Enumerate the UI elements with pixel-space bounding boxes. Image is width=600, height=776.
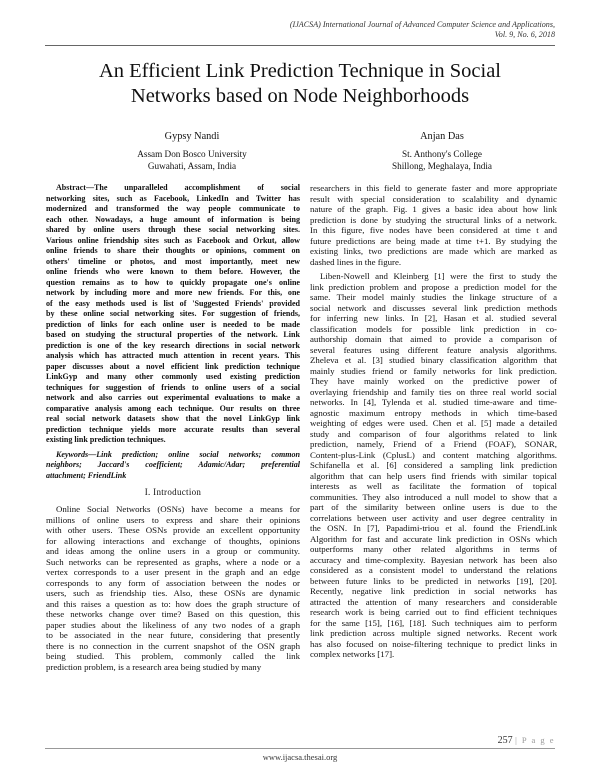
text-line: research work is being carried out to find efficient techniques: [310, 607, 557, 617]
text-line: LinkGyp and many other commonly used existing prediction: [46, 372, 300, 381]
text-line: researchers in this field to generate faster and more appropriate: [310, 183, 557, 193]
journal-volume: Vol. 9, No. 6, 2018: [494, 30, 555, 39]
text-line: networking sites, such as Facebook, LinkedIn and Twitter has: [46, 193, 300, 203]
text-line: prediction technique yields more accurate results than several: [46, 424, 300, 434]
text-line: complex networks [17].: [310, 649, 395, 659]
header-rule: [45, 45, 555, 46]
text-line: millions of online users to express and share their opinions: [46, 514, 300, 525]
text-line: networks. In [4], Tylenda et al. studied time-aware and time-: [310, 397, 557, 407]
text-line: techniques for suggestion of friends to online users of a social: [46, 382, 300, 392]
text-line: analysis which has attracted much attention in recent years. This: [46, 351, 300, 360]
author-location: Guwahati, Assam, India: [147, 160, 237, 171]
introduction-paragraph: [46, 504, 300, 672]
text-line: real social network datasets show that the novel LinkGyp link: [46, 414, 300, 423]
text-line: of the easy methods used is list of 'Suggested Friends' provided: [46, 298, 300, 308]
text-line: algorithm that can help users find friends with similar topical: [310, 470, 557, 481]
text-line: correlations between user activity and user degree centrality in: [310, 512, 557, 523]
text-line: interests as well as facilitate the formation of topical: [310, 481, 557, 491]
text-line: has also focused on noise-filtering technique to predict links in: [310, 638, 557, 649]
text-line: nature of the graph. Fig. 1 gives a basic idea about how link: [310, 204, 557, 214]
text-line: shared by online users through these social networking sites.: [46, 225, 300, 234]
text-line: study and comparison of four algorithms related to link: [310, 428, 557, 439]
text-line: to be associated in the near future, considering that presently: [46, 630, 300, 640]
text-line: modernized and transformed the way people communicate to: [46, 204, 300, 213]
text-line: attachment; FriendLink: [46, 470, 127, 480]
page-number: [498, 735, 555, 746]
text-line: Online Social Networks (OSNs) have become a means for: [56, 504, 300, 514]
right-column: [310, 183, 557, 660]
text-line: link prediction across multiple signed networks. Recent work: [310, 628, 557, 638]
page-number-value: 257: [497, 735, 513, 746]
paper-title: [40, 59, 560, 109]
author-block-2: [332, 131, 552, 172]
text-line: several features using different feature analysis algorithms.: [310, 344, 557, 355]
left-column: [46, 183, 300, 672]
text-line: there is no connection in the current snapshot of the OSN graph: [46, 640, 300, 651]
text-line: each other. Nowadays, a huge amount of information is being: [46, 214, 300, 224]
text-line: considered as a consistent model to understand the relations: [310, 565, 557, 575]
text-line: question remains as to how to quickly propagate one's online: [46, 277, 300, 287]
title-line-1: An Efficient Link Prediction Technique in Social: [98, 60, 502, 82]
text-line: neighbors; Jaccard's coefficient; Adamic/Adar; preferential: [46, 460, 300, 469]
author-name: Gypsy Nandi: [164, 131, 220, 142]
text-line: paper discusses about a novel efficient link prediction technique: [46, 361, 300, 371]
body-paragraph: [310, 183, 557, 267]
text-line: Such networks can be represented as graphs, where a node or a: [46, 556, 300, 567]
text-line: between future links to be predicted in networks [19], [20].: [310, 575, 557, 586]
text-line: corresponds to any form of association between the nodes or: [46, 577, 300, 588]
text-line: prediction, namely, Friend of a Friend (FOAF), SONAR,: [310, 439, 557, 449]
journal-name: (IJACSA) International Journal of Advanced Computer Science and Applications,: [289, 20, 555, 29]
section-heading: I. Introduction: [144, 487, 202, 497]
text-line: Abstract—The unparalleled accomplishment of social: [56, 183, 300, 192]
text-line: comparative analysis among each technique. Our results on three: [46, 403, 300, 413]
text-line: prediction is one of the key research directions in social network: [46, 340, 300, 350]
text-line: by these online social networking sites. For suggestion of friends,: [46, 309, 300, 318]
footer-rule: [45, 748, 555, 749]
text-line: for the same [15], [16], [18]. Such techniques aim to perform: [310, 617, 557, 628]
text-line: attracted the attention of many researchers and considerable: [310, 596, 557, 607]
text-line: based on studying the structural properties of the network. Link: [46, 330, 300, 339]
text-line: prediction problem, is a research area being studied by many: [46, 661, 262, 672]
text-line: classification models for possible link prediction in co-: [310, 323, 557, 334]
text-line: In this figure, five nodes have been considered at time t and: [310, 225, 557, 235]
text-line: users, such as friendship ties. Also, these OSNs are dynamic: [46, 588, 300, 598]
text-line: part of the similarity between online users is due to the: [310, 502, 557, 512]
text-line: mainly studies friend or family networks for link prediction.: [310, 365, 557, 376]
text-line: weighting of edges were used. Chen et al. [5] made a detailed: [310, 418, 557, 428]
text-line: and ideas among the online users in a group or community.: [46, 546, 300, 556]
text-line: for inferring new links. In [2], Hasan et al. studied several: [310, 313, 557, 323]
text-line: network by including more and more new friends. For this, one: [46, 288, 300, 297]
author-name: Anjan Das: [420, 131, 464, 142]
text-line: online friends who were known to them before. However, the: [46, 267, 300, 276]
text-line: overlaying friendship and family ties on three real world social: [310, 386, 557, 397]
text-line: communities. They also introduced a null model to show that a: [310, 491, 557, 502]
body-paragraph: [310, 271, 557, 660]
text-line: with other users. These OSNs provide an excellent opportunity: [46, 525, 300, 535]
text-line: prediction is done by studying the structural links of a network.: [310, 214, 557, 225]
keywords: [46, 450, 300, 482]
text-line: They have mainly worked on the predictive power of: [310, 376, 557, 386]
text-line: for allowing interactions and exchange of thoughts, opinions: [46, 535, 300, 546]
author-affiliation: St. Anthony's College: [401, 149, 482, 160]
text-line: authorship domain that aimed to provide a comparison of: [310, 334, 557, 344]
text-line: existing links, two predictions are made which are marked as: [310, 246, 557, 256]
text-line: Content-plus-Link (CplusL) and content matching algorithms.: [310, 449, 557, 460]
abstract: [46, 183, 300, 446]
author-affiliation: Assam Don Bosco University: [137, 149, 247, 160]
author-block-1: [82, 131, 302, 172]
title-line-2: Networks based on Node Neighborhoods: [130, 85, 470, 107]
text-line: online friends to share their thoughts or opinions, comment on: [46, 246, 300, 255]
text-line: prediction of links for each online user is needed to be made: [46, 319, 300, 329]
text-line: Schifanella et al. [6] considered a sampling link prediction: [310, 460, 557, 470]
text-line: Liben-Nowell and Kleinberg [1] were the first to study the: [320, 271, 557, 281]
text-line: accuracy and time-complexity. Bayesian network has been also: [310, 554, 557, 565]
text-line: Recently, negative link prediction in social networks has: [310, 586, 557, 596]
author-location: Shillong, Meghalaya, India: [391, 160, 493, 171]
text-line: dashed lines in the figure.: [310, 256, 402, 267]
text-line: existing link prediction techniques.: [46, 435, 166, 444]
text-line: outperforms many other related algorithms in terms of: [310, 544, 557, 554]
text-line: result with special consideration to scalability and dynamic: [310, 193, 557, 204]
text-line: and this raises a question as to: how does the graph structure of: [46, 598, 300, 609]
text-line: Various online friendship sites such as Facebook and Orkut, allow: [46, 235, 300, 245]
text-line: paper studies about the likeliness of any two nodes of a graph: [46, 619, 300, 630]
text-line: these networks change over time? Based on this question, this: [46, 609, 300, 619]
text-line: others' timeline or photos, and most importantly, meet new: [46, 256, 300, 266]
text-line: social network and discusses several link prediction methods: [310, 302, 557, 313]
journal-url: www.ijacsa.thesai.org: [262, 752, 338, 762]
text-line: agnostic maximum entropy methods in which time-based: [310, 407, 557, 418]
text-line: link prediction problem and propose a prediction model for the: [310, 281, 557, 292]
journal-header: [290, 20, 555, 40]
text-line: Algorithm for fast and accurate link prediction in OSNs which: [310, 533, 557, 544]
text-line: same. Their model mainly studies the linkage structure of a: [310, 292, 557, 302]
text-line: being studied. This problem, commonly called the link: [46, 651, 300, 661]
text-line: Zheleva et al. [3] studied binary classification algorithm that: [310, 355, 557, 365]
text-line: vertex corresponds to a user present in the graph and an edge: [46, 567, 300, 577]
page-label: | P a g e: [515, 735, 555, 745]
text-line: Keywords—Link prediction; online social networks; common: [56, 449, 300, 459]
text-line: future predictions are being made at time t+1. By studying the: [310, 235, 557, 246]
text-line: network and also carries out experimental evaluations to make a: [46, 393, 300, 402]
text-line: the OSN. In [7], Papadimi-triou et al. found the FriendLink: [310, 523, 557, 533]
